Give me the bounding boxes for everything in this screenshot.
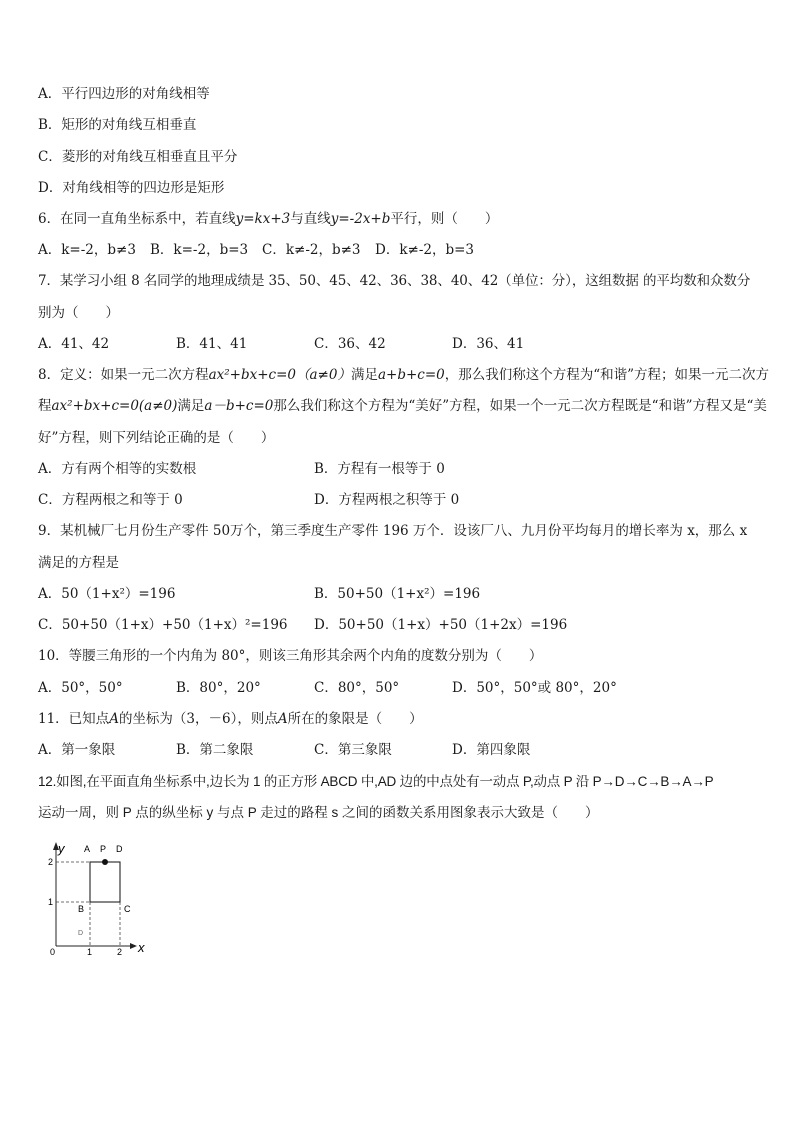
q6-option-d: D．k≠-2，b=3 bbox=[375, 242, 475, 258]
q6-option-a: A．k=-2，b≠3 bbox=[38, 242, 136, 258]
q8-stem-line2 bbox=[38, 394, 767, 414]
q10-option-d: D．50°，50°或 80°，20° bbox=[452, 680, 617, 696]
label-c: C bbox=[124, 904, 131, 914]
q9-stem-line1: 9．某机械厂七月份生产零件 50万个，第三季度生产零件 196 万个．设该厂八、九月份平均每月的增长率为 x，那么 x bbox=[38, 523, 748, 539]
q5-option-d: D．对角线相等的四边形是矩形 bbox=[38, 180, 225, 196]
q11-option-d: D．第四象限 bbox=[452, 742, 531, 758]
label-d-faint: D bbox=[78, 930, 84, 937]
q10-option-b: B．80°，20° bbox=[176, 680, 261, 696]
q7-option-d: D．36、41 bbox=[452, 336, 525, 352]
point-p bbox=[102, 859, 108, 865]
q8-stem-line3: 好”方程，则下列结论正确的是（ ） bbox=[38, 430, 275, 446]
q11-option-a: A．第一象限 bbox=[38, 742, 116, 758]
q7-stem-line2: 别为（ ） bbox=[38, 305, 119, 321]
q8-option-a: A．方有两个相等的实数根 bbox=[38, 461, 197, 477]
tick-origin: 0 bbox=[50, 947, 56, 956]
tick-y-2: 2 bbox=[48, 857, 54, 867]
q8-equation: ax²+bx+c=0(a≠0) bbox=[51, 398, 178, 414]
q6-stem-part: 6．在同一直角坐标系中，若直线 bbox=[38, 211, 236, 227]
q5-option-c: C．菱形的对角线互相垂直且平分 bbox=[38, 149, 238, 165]
tick-y-1: 1 bbox=[48, 897, 54, 907]
q9-stem-line2: 满足的方程是 bbox=[38, 555, 119, 571]
q11-point: A bbox=[109, 711, 119, 727]
q11-point: A bbox=[277, 711, 288, 727]
q9-option-a: A．50（1+x²）=196 bbox=[38, 586, 176, 602]
q12-stem-line2: 运动一周，则 P 点的纵坐标 y 与点 P 走过的路程 s 之间的函数关系用图象表示大致是（ ） bbox=[38, 805, 599, 820]
q9-option-b: B．50+50（1+x²）=196 bbox=[314, 586, 481, 602]
q8-condition: a－b+c=0 bbox=[204, 398, 274, 414]
q6-stem-part: 平行，则（ ） bbox=[390, 211, 499, 227]
tick-x-1: 1 bbox=[87, 947, 93, 956]
label-p: P bbox=[100, 844, 107, 854]
q8-option-b: B．方程有一根等于 0 bbox=[314, 461, 445, 477]
q6-option-b: B．k=-2，b=3 bbox=[150, 242, 249, 258]
coordinate-square-figure bbox=[38, 838, 148, 956]
q9-option-d: D．50+50（1+x）+50（1+2x）=196 bbox=[314, 617, 568, 633]
q8-condition: a+b+c=0 bbox=[377, 367, 445, 383]
q10-option-c: C．80°，50° bbox=[314, 680, 400, 696]
square-abcd bbox=[90, 862, 120, 902]
q8-text: 8．定义：如果一元二次方程 bbox=[38, 367, 209, 383]
q5-option-a: A．平行四边形的对角线相等 bbox=[38, 86, 210, 102]
q8-text: ，那么我们称这个方程为“和谐”方程；如果一元二次方 bbox=[444, 367, 770, 383]
q5-option-b: B．矩形的对角线互相垂直 bbox=[38, 117, 197, 133]
q11-option-b: B．第二象限 bbox=[176, 742, 254, 758]
q11-text: 的坐标为（3，－6），则点 bbox=[118, 711, 278, 727]
q12-stem-line1: 12.如图,在平面直角坐标系中,边长为 1 的正方形 ABCD 中,AD 边的中点处有一动点 P,动点 P 沿 P→D→C→B→A→P bbox=[38, 774, 714, 789]
q7-stem-line1: 7．某学习小组 8 名同学的地理成绩是 35、50、45、42、36、38、40、42（单位：分），这组数据 的平均数和众数分 bbox=[38, 273, 751, 289]
q11-stem bbox=[38, 707, 423, 727]
y-axis-label: y bbox=[58, 841, 65, 856]
q8-text: 程 bbox=[38, 398, 52, 414]
q6-option-c: C．k≠-2，b≠3 bbox=[262, 242, 361, 258]
x-axis-label: x bbox=[138, 940, 145, 955]
label-a: A bbox=[84, 844, 91, 854]
q7-option-c: C．36、42 bbox=[314, 336, 386, 352]
label-d: D bbox=[116, 844, 123, 854]
q8-option-d: D．方程两根之积等于 0 bbox=[314, 492, 460, 508]
q6-stem-part: 与直线 bbox=[290, 211, 331, 227]
q8-text: 满足 bbox=[177, 398, 205, 414]
q11-text: 所在的象限是（ ） bbox=[287, 711, 423, 727]
label-b: B bbox=[78, 904, 85, 914]
q10-option-a: A．50°，50° bbox=[38, 680, 123, 696]
q6-stem bbox=[38, 207, 498, 227]
q11-text: 11．已知点 bbox=[38, 711, 110, 727]
q8-text: 那么我们称这个方程为“美好”方程，如果一个一元二次方程既是“和谐”方程又是“美 bbox=[273, 398, 767, 414]
q6-equation-2: y=-2x+b bbox=[330, 211, 391, 227]
q7-option-b: B．41、41 bbox=[176, 336, 248, 352]
q8-equation: ax²+bx+c=0（a≠0） bbox=[208, 367, 351, 383]
q8-text: 满足 bbox=[350, 367, 378, 383]
q7-option-a: A．41、42 bbox=[38, 336, 110, 352]
q10-stem: 10．等腰三角形的一个内角为 80°，则该三角形其余两个内角的度数分别为（ ） bbox=[38, 648, 543, 664]
q11-option-c: C．第三象限 bbox=[314, 742, 392, 758]
q8-stem-line1 bbox=[38, 363, 769, 383]
tick-x-2: 2 bbox=[117, 947, 123, 956]
x-axis-arrow bbox=[130, 943, 137, 949]
q6-equation-1: y=kx+3 bbox=[235, 211, 291, 227]
q9-option-c: C．50+50（1+x）+50（1+x）²=196 bbox=[38, 617, 288, 633]
q8-option-c: C．方程两根之和等于 0 bbox=[38, 492, 183, 508]
